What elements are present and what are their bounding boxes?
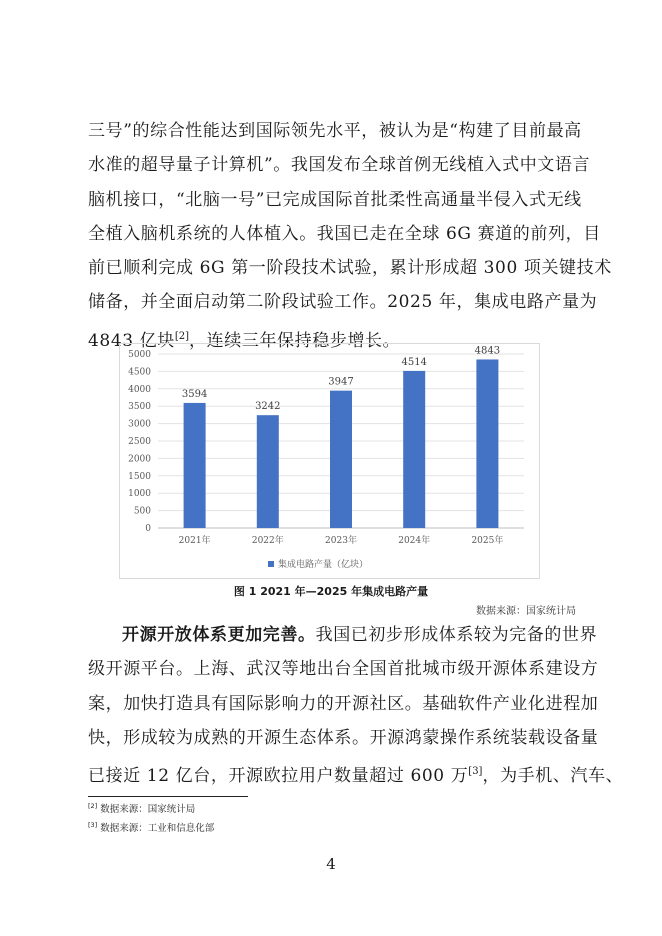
text-run: ，为手机、汽车、	[482, 766, 624, 787]
text-line: 案，加快打造具有国际影响力的开源社区。基础软件产业化进程加	[88, 693, 599, 714]
bar	[257, 415, 279, 528]
footnote-marker: [3]	[88, 821, 98, 829]
data-label: 3242	[255, 401, 281, 413]
text-run: 4843 亿块	[88, 330, 175, 351]
text-line: 级开源平台。上海、武汉等地出台全国首批城市级开源体系建设方	[88, 659, 599, 680]
text-line: 快，形成较为成熟的开源生态体系。开源鸿蒙操作系统装载设备量	[88, 727, 599, 748]
y-tick-label: 4500	[128, 367, 151, 378]
x-tick-label: 2022年	[251, 536, 284, 546]
bar	[184, 403, 206, 528]
y-tick-label: 2500	[128, 437, 151, 447]
y-tick-label: 1000	[128, 489, 151, 500]
footnote	[88, 820, 214, 834]
text-line: 水准的超导量子计算机”。我国发布全球首例无线植入式中文语言	[88, 155, 591, 176]
text-line: 前已顺利完成 6G 第一阶段技术试验，累计形成超 300 项关键技术	[88, 258, 612, 279]
text-run: ，连续三年保持稳步增长。	[189, 330, 401, 351]
x-tick-label: 2024年	[398, 536, 431, 546]
body-paragraph	[88, 618, 624, 793]
y-tick-label: 500	[133, 506, 151, 517]
x-tick-label: 2025年	[471, 536, 504, 546]
x-tick-label: 2023年	[325, 536, 357, 546]
data-label: 4843	[474, 345, 501, 357]
bar	[476, 359, 498, 528]
text-line: 脑机接口，“北脑一号”已完成国际首批柔性高通量半侵入式无线	[88, 189, 582, 210]
figure-caption: 图 1 2021 年—2025 年集成电路产量	[233, 585, 429, 598]
bar-chart	[120, 344, 539, 578]
bar	[330, 391, 352, 528]
y-tick-label: 3000	[128, 419, 151, 430]
footnote-text: 数据来源：国家统计局	[97, 804, 196, 815]
page-number: 4	[326, 855, 336, 873]
footnote	[88, 801, 195, 815]
legend-label: 集成电路产量（亿块）	[278, 560, 369, 570]
footnote-marker: [2]	[88, 802, 98, 810]
y-tick-label: 1500	[128, 471, 151, 482]
footnote-ref[interactable]: [2]	[174, 330, 190, 342]
footnote-ref[interactable]: [3]	[468, 766, 483, 778]
data-label: 3947	[328, 376, 354, 388]
data-label: 3594	[181, 388, 208, 400]
footnote-divider	[88, 796, 248, 797]
chart-frame	[119, 343, 540, 579]
y-tick-label: 0	[145, 524, 151, 534]
x-tick-label: 2021年	[178, 536, 211, 546]
text-line: 全植入脑机系统的人体植入。我国已走在全球 6G 赛道的前列，目	[88, 223, 601, 244]
legend-swatch	[268, 561, 274, 567]
text-line	[88, 755, 624, 793]
text-line: 三号”的综合性能达到国际领先水平，被认为是“构建了目前最高	[88, 121, 582, 141]
y-tick-label: 4000	[128, 384, 151, 395]
figure-source: 数据来源：国家统计局	[476, 606, 576, 617]
text-run: 我国已初步形成体系较为完备的世界	[315, 625, 598, 645]
y-tick-label: 2000	[128, 454, 151, 465]
y-tick-label: 5000	[128, 350, 151, 360]
y-tick-label: 3500	[128, 402, 151, 413]
data-label: 4514	[401, 356, 427, 368]
paragraph-heading: 开源开放体系更加完善。	[122, 625, 316, 645]
body-paragraph	[88, 114, 612, 358]
bar	[403, 371, 425, 528]
text-line	[88, 618, 598, 652]
text-run: 已接近 12 亿台，开源欧拉用户数量超过 600 万	[88, 766, 469, 787]
text-line: 储备，并全面启动第二阶段试验工作。2025 年，集成电路产量为	[88, 292, 598, 313]
footnote-text: 数据来源：工业和信息化部	[97, 823, 215, 834]
